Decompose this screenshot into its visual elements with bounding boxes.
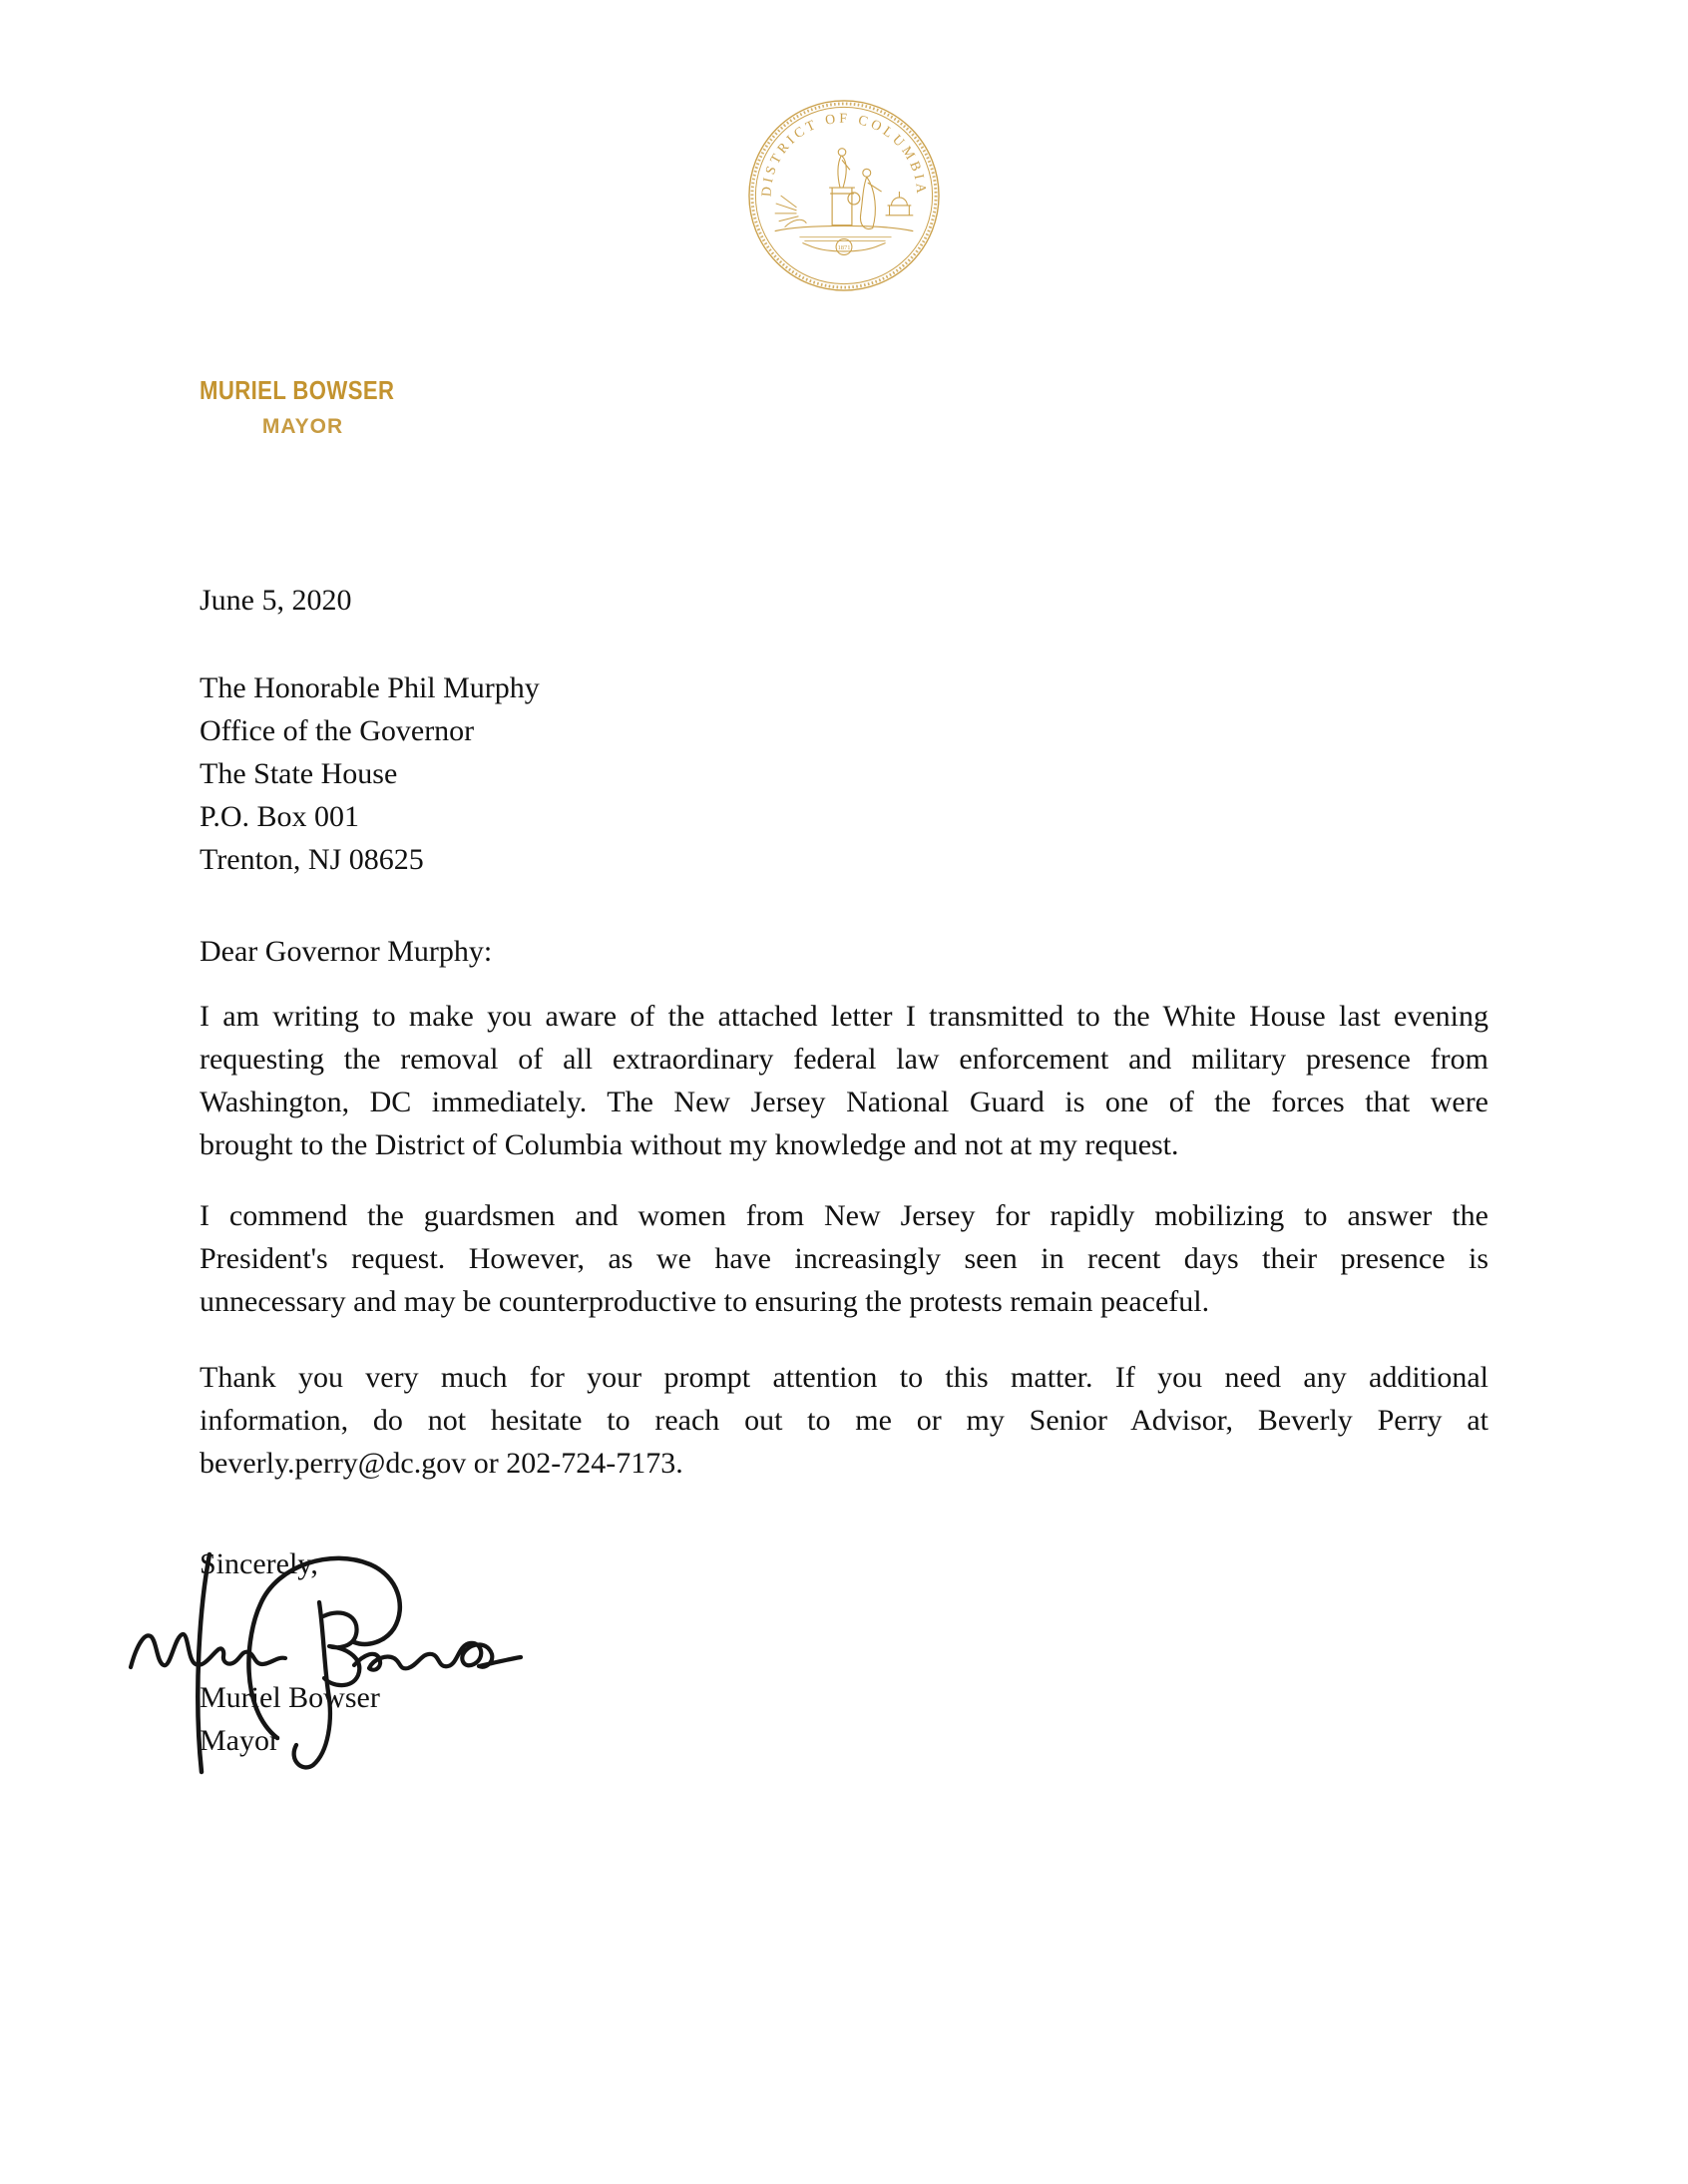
paragraph-line: beverly.perry@dc.gov or 202-724-7173.: [200, 1447, 683, 1480]
paragraph-line: unnecessary and may be counterproductive to ensuring the protests remain peaceful.: [200, 1285, 1210, 1318]
address-line: P.O. Box 001: [200, 800, 360, 833]
letterhead-title: MAYOR: [261, 415, 344, 438]
paragraph-line: I am writing to make you aware of the attached letter I transmitted to the White House last evening: [200, 1000, 1488, 1033]
salutation: Dear Governor Murphy:: [200, 935, 493, 968]
address-line: Office of the Governor: [200, 714, 475, 747]
body-paragraph: [200, 995, 1488, 1166]
recipient-address: [200, 666, 1488, 881]
body-paragraph: [200, 1194, 1488, 1323]
letter-body: [200, 579, 1488, 1762]
paragraph-line: brought to the District of Columbia without my knowledge and not at my request.: [200, 1128, 1179, 1161]
seal-year: 1871: [837, 244, 851, 252]
paragraph-line: President's request. However, as we have increasingly seen in recent days their presence is: [200, 1242, 1488, 1275]
seal-ring-text: DISTRICT OF COLUMBIA: [758, 110, 930, 198]
signer-title: Mayor: [200, 1724, 279, 1757]
signer-name: Muriel Bowser: [200, 1681, 380, 1714]
closing: Sincerely,: [200, 1547, 318, 1580]
address-line: Trenton, NJ 08625: [200, 843, 424, 876]
paragraph-line: information, do not hesitate to reach out to me or my Senior Advisor, Beverly Perry at: [200, 1404, 1488, 1437]
address-line: The State House: [200, 757, 398, 790]
paragraph-line: Thank you very much for your prompt attention to this matter. If you need any additional: [200, 1361, 1488, 1394]
paragraph-line: Washington, DC immediately. The New Jersey National Guard is one of the forces that were: [200, 1086, 1488, 1118]
paragraph-line: requesting the removal of all extraordinary federal law enforcement and military presence from: [200, 1043, 1488, 1076]
address-line: The Honorable Phil Murphy: [200, 671, 540, 704]
body-paragraph: [200, 1356, 1488, 1485]
dc-seal-icon: [745, 97, 943, 294]
letterhead-name: MURIEL BOWSER: [200, 375, 395, 405]
paragraph-line: I commend the guardsmen and women from New Jersey for rapidly mobilizing to answer the: [200, 1199, 1488, 1232]
date-line: June 5, 2020: [200, 584, 352, 617]
letterhead: [200, 376, 406, 438]
